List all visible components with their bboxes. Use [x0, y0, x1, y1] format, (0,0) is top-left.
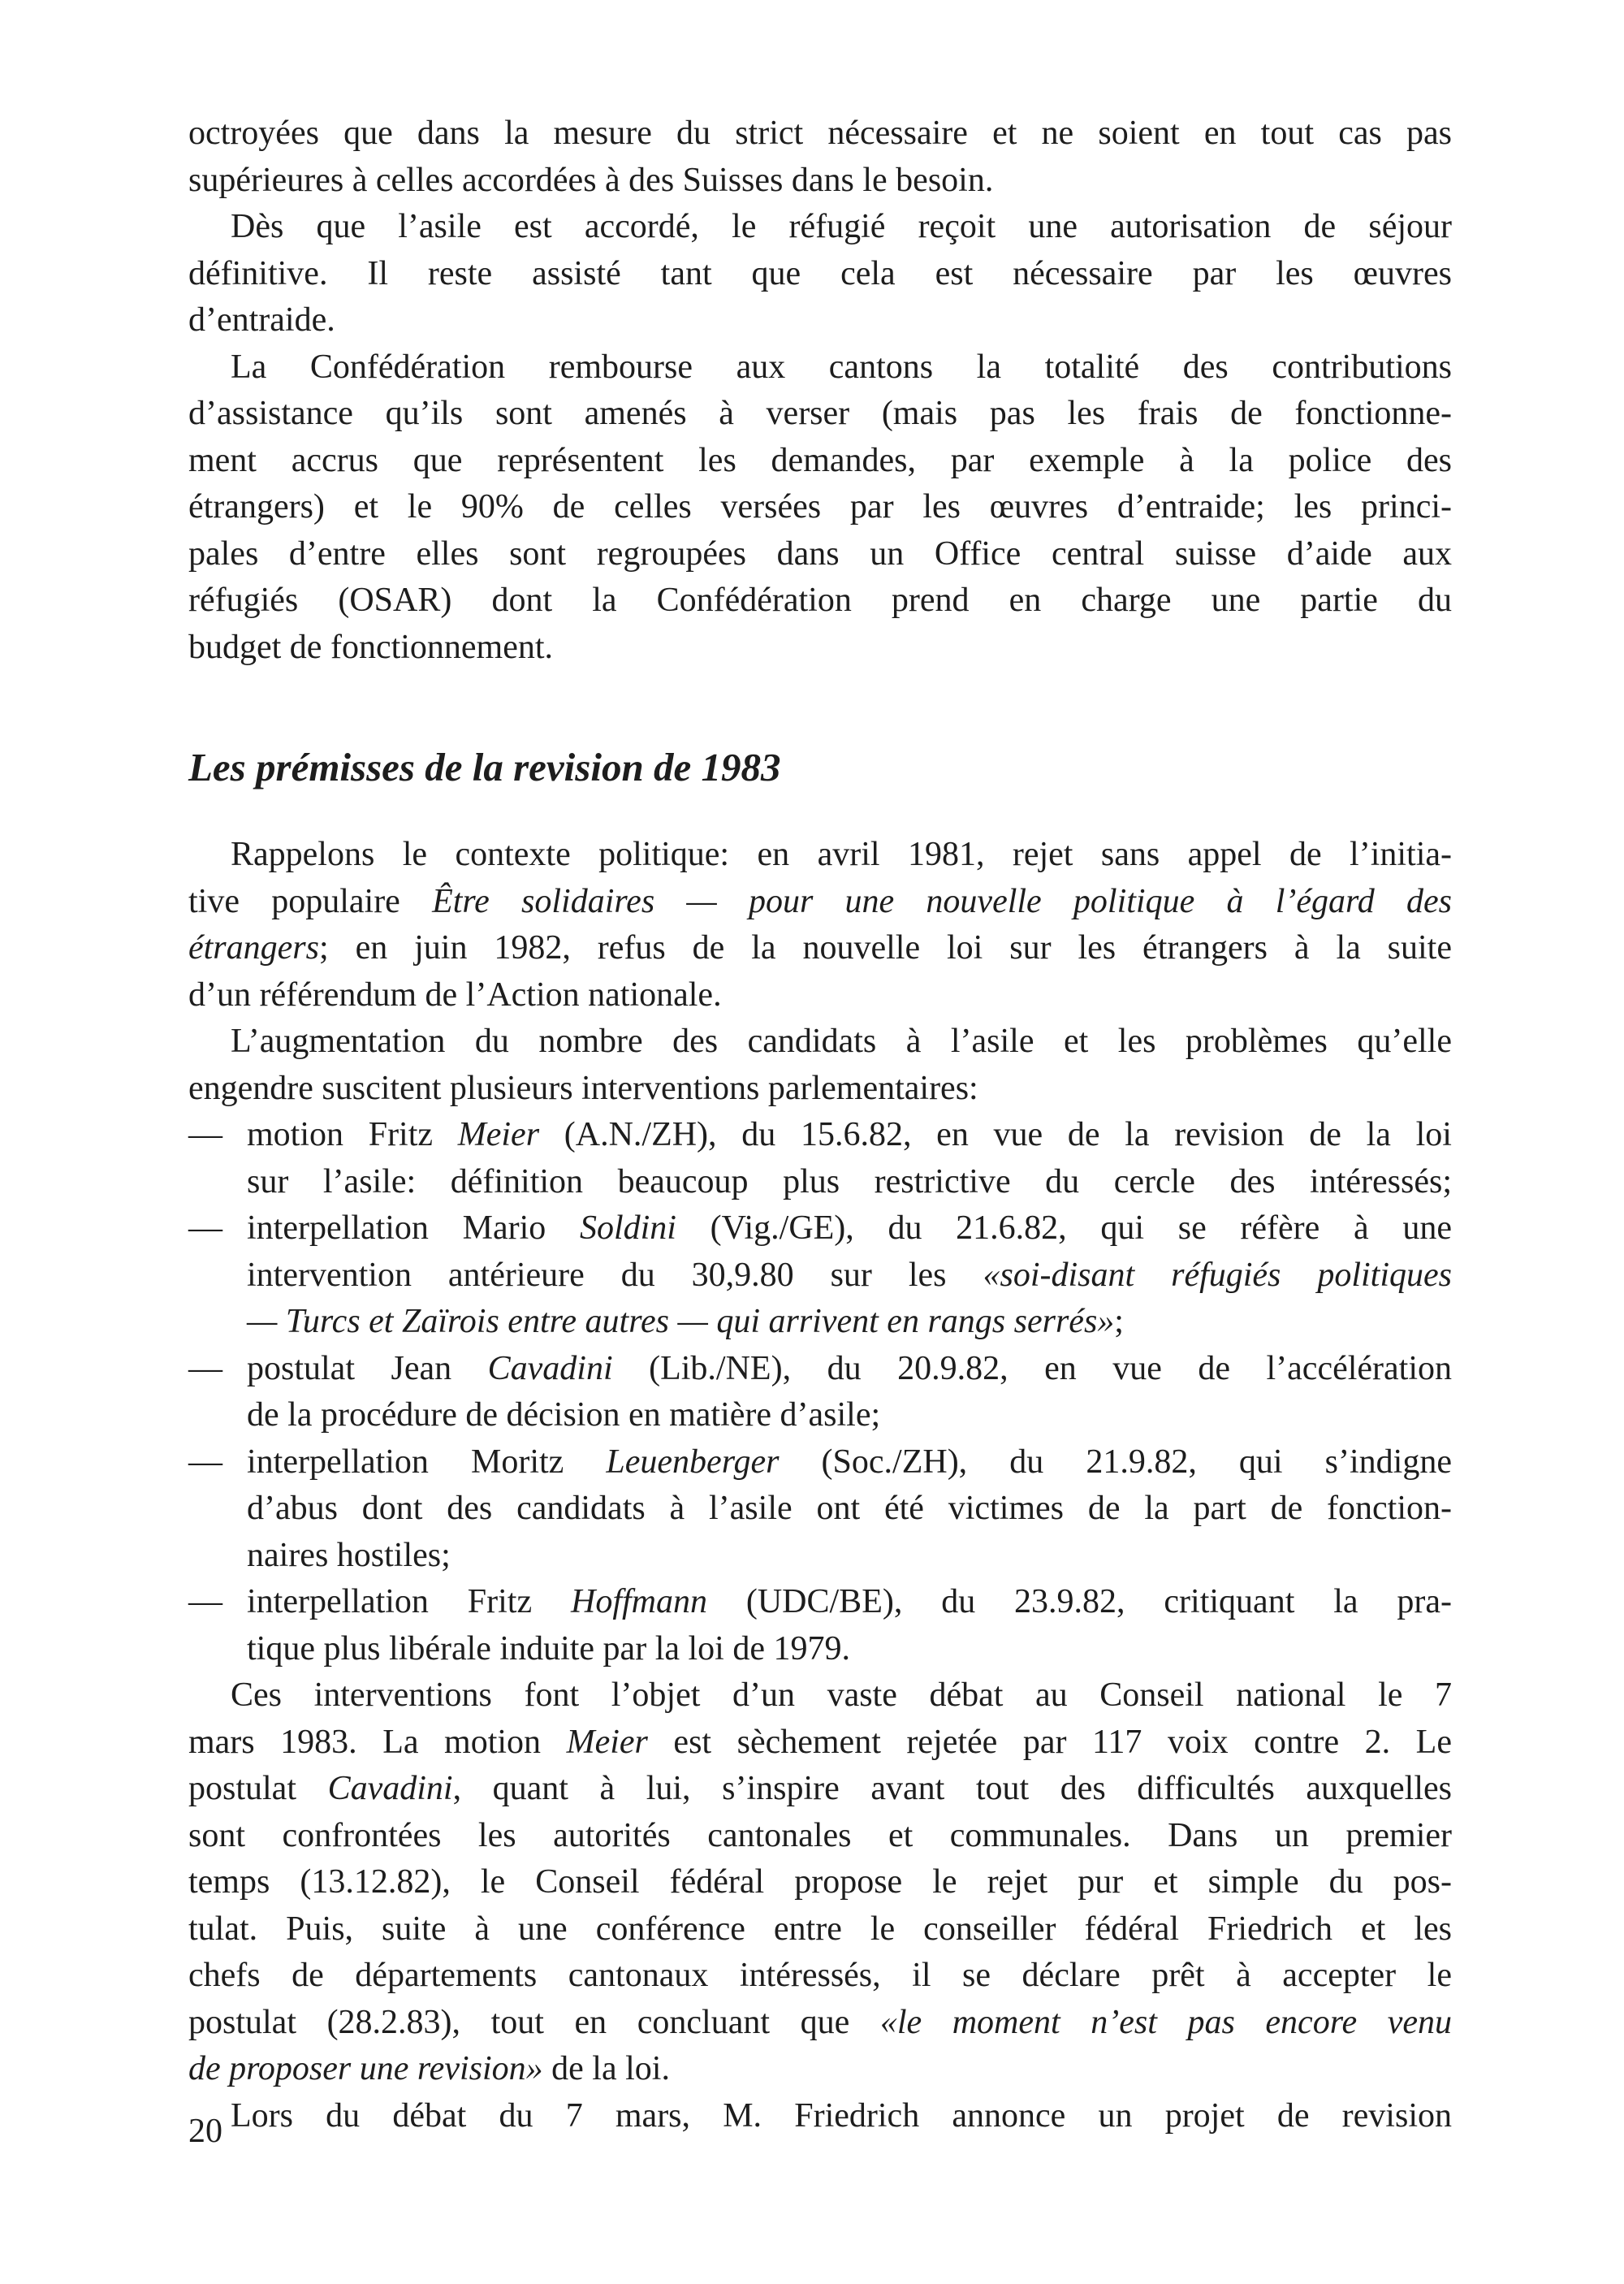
quotation: — Turcs et Zaïrois entre autres — qui arrivent en rangs serrés»: [247, 1303, 1115, 1340]
text-run: mars 1983. La motion: [188, 1723, 567, 1761]
text-line: engendre suscitent plusieurs interventions parlementaires:: [188, 1069, 978, 1107]
text-line: ment accrus que représentent les demandes, par exemple à la police des: [188, 441, 1452, 479]
deputy-name: Hoffmann: [570, 1583, 707, 1620]
text-run: (UDC/BE), du 23.9.82, critiquant la pra-: [706, 1583, 1453, 1620]
text-line: budget de fonctionnement.: [188, 628, 554, 666]
text-run: de la loi.: [542, 2050, 670, 2087]
text-run: est sèchement rejetée par 117 voix contre 2. Le: [647, 1723, 1452, 1761]
text-line: naires hostiles;: [247, 1536, 451, 1574]
text-line: chefs de départements cantonaux intéressés, il se déclare prêt à accepter le: [188, 1957, 1452, 1994]
text-run: intervention antérieure du 30,9.80 sur les: [247, 1256, 983, 1294]
text-line: [188, 879, 1452, 926]
list-dash: —: [188, 1209, 222, 1247]
text-line: réfugiés (OSAR) dont la Confédération prend en charge une partie du: [188, 582, 1452, 619]
initiative-title: Être solidaires — pour une nouvelle politique à l’égard des: [432, 882, 1453, 920]
text-line: d’entraide.: [188, 301, 335, 339]
text-line: tulat. Puis, suite à une conférence entre le conseiller fédéral Friedrich et les: [188, 1910, 1452, 1948]
text-line: [188, 2046, 1452, 2093]
deputy-name: Meier: [457, 1116, 540, 1153]
text-line: sur l’asile: définition beaucoup plus restrictive du cercle des intéressés;: [247, 1162, 1452, 1200]
text-run: ; en juin 1982, refus de la nouvelle loi sur les étrangers à la suite: [319, 929, 1452, 967]
text-line: Rappelons le contexte politique: en avril 1981, rejet sans appel de l’initia-: [231, 836, 1452, 873]
text-run: postulat Jean: [247, 1349, 488, 1387]
text-line: d’abus dont des candidats à l’asile ont été victimes de la part de fonction-: [247, 1490, 1452, 1527]
text-run: postulat: [188, 1770, 328, 1807]
page-number: 20: [188, 2113, 222, 2150]
text-line: sont confrontées les autorités cantonales et communales. Dans un premier: [188, 1816, 1452, 1854]
text-run: motion Fritz: [247, 1116, 458, 1153]
text-run: , quant à lui, s’inspire avant tout des difficultés auxquelles: [452, 1770, 1452, 1807]
text-run: (Vig./GE), du 21.6.82, qui se réfère à une: [676, 1209, 1452, 1247]
list-dash: —: [188, 1116, 222, 1153]
text-line: pales d’entre elles sont regroupées dans un Office central suisse d’aide aux: [188, 534, 1452, 573]
text-line: [188, 925, 1452, 972]
text-line: d’assistance qu’ils sont amenés à verser (mais pas les frais de fonctionne-: [188, 395, 1452, 432]
list-item: [188, 1346, 1452, 1393]
deputy-name: Leuenberger: [606, 1443, 780, 1481]
text-line: [188, 1766, 1452, 1813]
list-item: [188, 1579, 1452, 1626]
text-line: [188, 1252, 1452, 1300]
list-dash: —: [188, 1583, 222, 1620]
text-run: (Soc./ZH), du 21.9.82, qui s’indigne: [779, 1443, 1452, 1481]
text-run: (A.N./ZH), du 15.6.82, en vue de la revision de la loi: [539, 1116, 1452, 1153]
text-line: tique plus libérale induite par la loi de 1979.: [247, 1629, 850, 1668]
text-run: interpellation Mario: [247, 1209, 580, 1247]
text-line: étrangers) et le 90% de celles versées par les œuvres d’entraide; les princi-: [188, 488, 1452, 526]
text-line: Lors du débat du 7 mars, M. Friedrich annonce un projet de revision: [231, 2096, 1452, 2135]
text-line: définitive. Il reste assisté tant que cela est nécessaire par les œuvres: [188, 254, 1452, 292]
list-dash: —: [188, 1443, 222, 1481]
list-item: [188, 1205, 1452, 1252]
text-line: La Confédération rembourse aux cantons la totalité des contributions: [231, 348, 1452, 386]
text-run: interpellation Moritz: [247, 1443, 607, 1481]
text-run: (Lib./NE), du 20.9.82, en vue de l’accélération: [612, 1349, 1452, 1387]
text-run: tive populaire: [188, 882, 433, 920]
body-text-top: [188, 110, 1452, 671]
deputy-name: Soldini: [579, 1209, 676, 1247]
text-line: supérieures à celles accordées à des Suisses dans le besoin.: [188, 161, 994, 199]
list-dash: —: [188, 1349, 222, 1387]
list-item: [188, 1112, 1452, 1159]
text-line: d’un référendum de l’Action nationale.: [188, 975, 722, 1014]
text-line: L’augmentation du nombre des candidats à l’asile et les problèmes qu’elle: [231, 1023, 1452, 1060]
text-run: postulat (28.2.83), tout en concluant que: [188, 2003, 880, 2041]
text-line: octroyées que dans la mesure du strict nécessaire et ne soient en tout cas pas: [188, 115, 1452, 152]
initiative-title: étrangers: [188, 929, 319, 967]
text-line: de la procédure de décision en matière d’asile;: [247, 1396, 881, 1434]
section-heading: Les prémisses de la revision de 1983: [188, 745, 781, 789]
text-line: [188, 2000, 1452, 2047]
text-line: temps (13.12.82), le Conseil fédéral propose le rejet pur et simple du pos-: [188, 1863, 1452, 1901]
quotation: de proposer une revision»: [188, 2050, 543, 2087]
text-line: [188, 1719, 1452, 1767]
text-line: Ces interventions font l’objet d’un vaste débat au Conseil national le 7: [231, 1676, 1452, 1714]
text-line: [188, 1299, 1452, 1346]
deputy-name: Meier: [566, 1723, 648, 1761]
text-run: interpellation Fritz: [247, 1583, 571, 1620]
text-line: Dès que l’asile est accordé, le réfugié reçoit une autorisation de séjour: [231, 208, 1452, 245]
quotation: «soi-disant réfugiés politiques: [983, 1256, 1453, 1294]
quotation: «le moment n’est pas encore venu: [879, 2003, 1452, 2041]
list-item: [188, 1439, 1452, 1486]
deputy-name: Cavadini: [487, 1349, 613, 1387]
body-text-section: [188, 832, 1452, 2139]
text-run: ;: [1114, 1303, 1124, 1340]
deputy-name: Cavadini: [327, 1770, 453, 1807]
